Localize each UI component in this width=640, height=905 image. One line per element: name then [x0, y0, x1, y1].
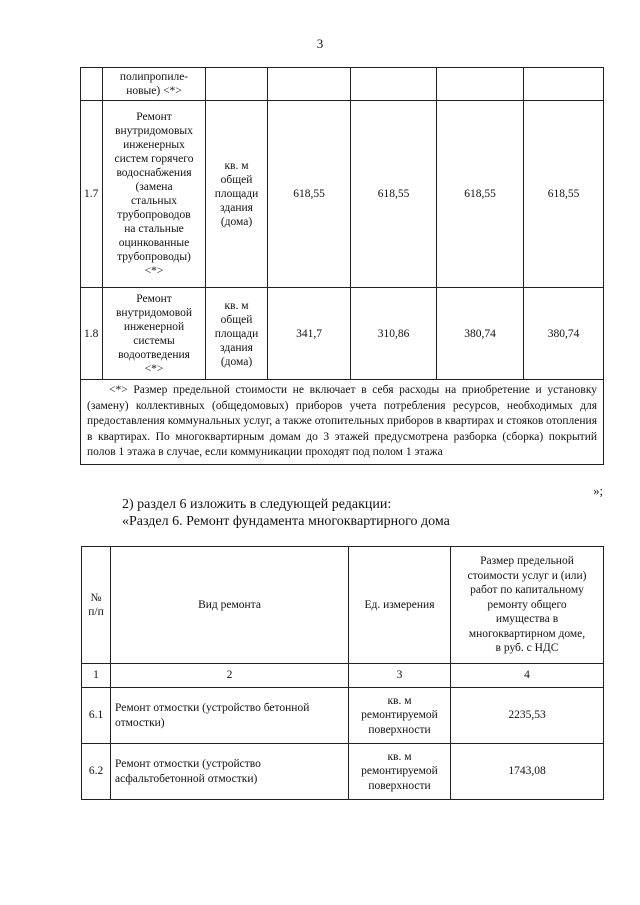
header-repair-type: Вид ремонта	[111, 547, 349, 664]
work-line: (замена	[135, 181, 173, 193]
value-cell	[437, 68, 524, 101]
unit-line: (дома)	[220, 216, 253, 228]
work-line: Ремонт	[136, 111, 172, 123]
header-line: в руб. с НДС	[495, 642, 559, 655]
work-line: инженерной	[123, 320, 185, 333]
unit-line: общей	[220, 174, 253, 186]
row-number	[81, 68, 103, 101]
work-type-cell	[103, 68, 206, 101]
unit-line: кв. м	[387, 694, 412, 707]
header-line: многоквартирном доме,	[468, 627, 586, 640]
unit-cell	[349, 744, 451, 800]
repair-line: Ремонт отмостки (устройство бетонной	[115, 702, 310, 714]
unit-line: кв. м	[387, 750, 412, 763]
work-line: внутридомовых	[115, 125, 193, 137]
row-number: 6.1	[82, 688, 111, 744]
foundation-repair-table	[81, 546, 604, 800]
header-line: п/п	[88, 606, 104, 618]
repair-type-cell	[111, 744, 349, 800]
cost-cell: 2235,53	[451, 688, 604, 744]
value-cell: 618,55	[524, 101, 604, 288]
table-row	[81, 288, 604, 380]
unit-line: площади	[214, 188, 259, 200]
work-line: новые) <*>	[126, 85, 182, 97]
column-number-row	[82, 664, 604, 688]
work-line: на стальные	[124, 223, 184, 235]
work-line: <*>	[144, 362, 164, 375]
work-line: стальных	[130, 195, 178, 207]
unit-cell	[349, 688, 451, 744]
unit-line: общей	[220, 313, 253, 326]
table-row	[82, 688, 604, 744]
column-number: 2	[111, 664, 349, 688]
value-cell: 618,55	[437, 101, 524, 288]
header-line: ремонту общего	[487, 598, 567, 611]
value-cell	[351, 68, 437, 101]
row-number: 1.8	[81, 288, 103, 380]
table-row	[81, 101, 604, 288]
column-number: 3	[349, 664, 451, 688]
work-line: оцинкованные	[118, 237, 190, 249]
footnote	[81, 380, 604, 465]
footnote-text: <*> Размер предельной стоимости не включает в себя расходы на приобретение и установку (замену) коллективных (общедомовых) приборов учета потребления ресурсов, необходимых для предоставления коммунальных услуг, а также отопительных приборов в квартирах и стояков отопления в квартирах. По многоквартирным домам до 3 этажей предусмотрена разборка (сборка) покрытий полов 1 этажа в случае, если коммуникации проходят под полом 1 этажа	[87, 384, 597, 458]
value-cell: 310,86	[351, 288, 437, 380]
table-row	[81, 68, 604, 101]
header-cost	[451, 547, 604, 664]
column-number: 4	[451, 664, 604, 688]
unit-line: поверхности	[368, 779, 431, 792]
unit-cell	[206, 101, 268, 288]
unit-line: площади	[214, 327, 259, 340]
repair-line: асфальтобетонной отмостки)	[115, 772, 258, 785]
cost-table-section-1	[80, 67, 604, 465]
column-number: 1	[82, 664, 111, 688]
work-line: систем горячего	[114, 153, 194, 165]
value-cell: 618,55	[268, 101, 351, 288]
value-cell: 341,7	[268, 288, 351, 380]
unit-cell	[206, 288, 268, 380]
unit-line: поверхности	[368, 723, 431, 736]
amendment-paragraph: 2) раздел 6 изложить в следующей редакции:	[122, 497, 392, 512]
header-number	[82, 547, 111, 664]
cost-cell: 1743,08	[451, 744, 604, 800]
work-line: внутридомовой	[115, 306, 193, 319]
work-line: <*>	[144, 265, 164, 277]
value-cell: 380,74	[437, 288, 524, 380]
row-number: 1.7	[81, 101, 103, 288]
value-cell	[524, 68, 604, 101]
value-cell: 380,74	[524, 288, 604, 380]
header-line: работ по капитальному	[470, 584, 584, 597]
unit-line: (дома)	[220, 355, 253, 368]
work-line: системы	[133, 334, 175, 347]
work-line: трубопроводов	[117, 209, 191, 221]
value-cell: 618,55	[351, 101, 437, 288]
work-line: трубопроводы)	[117, 251, 191, 263]
unit-line: здания	[220, 202, 253, 214]
work-type-cell	[103, 101, 206, 288]
header-line: Размер предельной	[480, 555, 574, 568]
repair-line: отмостки)	[115, 716, 165, 729]
header-line: имущества в	[495, 613, 559, 626]
unit-cell	[206, 68, 268, 101]
unit-line: кв. м	[224, 160, 249, 172]
unit-line: кв. м	[224, 299, 249, 312]
footnote-row	[81, 380, 604, 465]
repair-line: Ремонт отмостки (устройство	[115, 758, 261, 770]
page-number: 3	[316, 36, 324, 51]
value-cell	[268, 68, 351, 101]
table-row	[82, 744, 604, 800]
work-line: полипропиле-	[119, 71, 189, 83]
work-line: Ремонт	[136, 292, 172, 305]
table-header-row	[82, 547, 604, 664]
work-line: инженерных	[123, 139, 185, 151]
header-line: №	[90, 591, 102, 604]
section-heading: «Раздел 6. Ремонт фундамента многоквартирного дома	[122, 514, 450, 529]
closing-quote-mark: »;	[593, 484, 603, 498]
unit-line: здания	[220, 341, 253, 354]
work-line: водоснабжения	[116, 167, 192, 179]
repair-type-cell	[111, 688, 349, 744]
unit-line: ремонтируемой	[361, 709, 438, 722]
work-line: водоотведения	[118, 348, 190, 361]
unit-line: ремонтируемой	[361, 765, 438, 778]
header-unit: Ед. измерения	[349, 547, 451, 664]
header-line: стоимости услуг и (или)	[467, 569, 587, 582]
row-number: 6.2	[82, 744, 111, 800]
work-type-cell	[103, 288, 206, 380]
